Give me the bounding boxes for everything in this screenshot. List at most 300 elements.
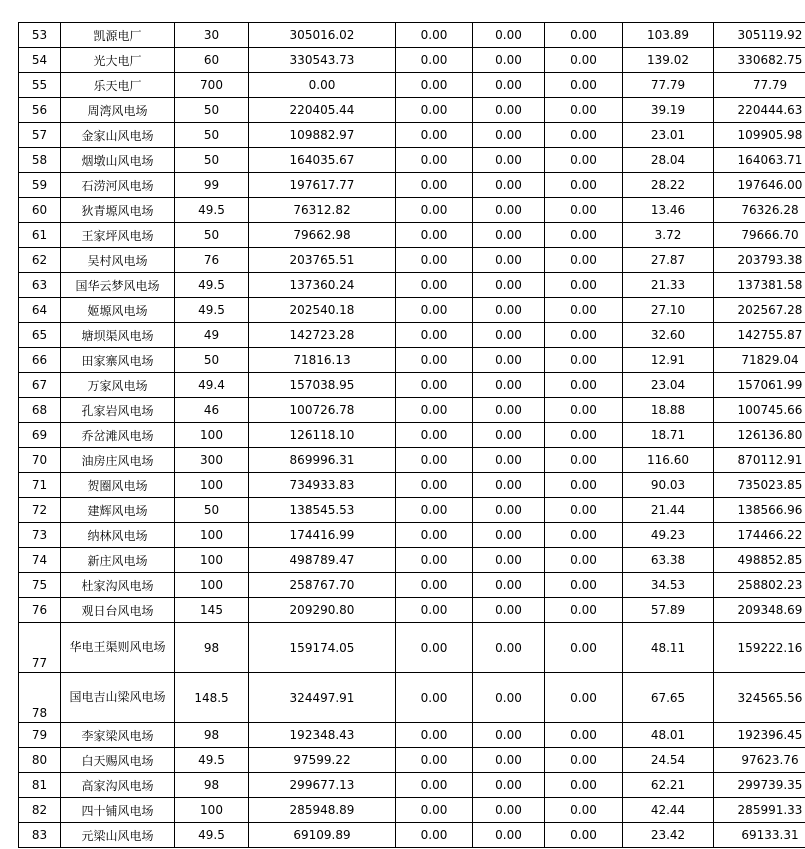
value-1-cell: 734933.83 (249, 473, 396, 498)
table-row (19, 623, 805, 673)
row-number-cell: 53 (19, 23, 61, 48)
plant-name-cell: 油房庄风电场 (61, 448, 175, 473)
value-3-cell: 0.00 (473, 498, 545, 523)
value-1-cell: 142723.28 (249, 323, 396, 348)
capacity-cell: 100 (175, 423, 249, 448)
value-5-cell: 27.10 (623, 298, 714, 323)
row-number-cell: 63 (19, 273, 61, 298)
value-6-cell: 79666.70 (714, 223, 805, 248)
value-3-cell: 0.00 (473, 548, 545, 573)
value-6-cell: 77.79 (714, 73, 805, 98)
value-3-cell: 0.00 (473, 573, 545, 598)
value-1-cell: 0.00 (249, 73, 396, 98)
value-4-cell: 0.00 (545, 248, 623, 273)
table-row (19, 573, 805, 598)
capacity-cell: 700 (175, 73, 249, 98)
value-6-cell: 142755.87 (714, 323, 805, 348)
value-5-cell: 42.44 (623, 798, 714, 823)
value-6-cell: 109905.98 (714, 123, 805, 148)
value-1-cell: 97599.22 (249, 748, 396, 773)
value-5-cell: 116.60 (623, 448, 714, 473)
value-2-cell: 0.00 (396, 48, 473, 73)
value-3-cell: 0.00 (473, 798, 545, 823)
capacity-cell: 50 (175, 98, 249, 123)
plant-name-cell: 贺圈风电场 (61, 473, 175, 498)
value-6-cell: 203793.38 (714, 248, 805, 273)
capacity-cell: 49.5 (175, 298, 249, 323)
value-4-cell: 0.00 (545, 348, 623, 373)
capacity-cell: 50 (175, 498, 249, 523)
capacity-cell: 50 (175, 123, 249, 148)
value-5-cell: 34.53 (623, 573, 714, 598)
value-2-cell: 0.00 (396, 748, 473, 773)
value-6-cell: 174466.22 (714, 523, 805, 548)
value-5-cell: 27.87 (623, 248, 714, 273)
value-3-cell: 0.00 (473, 123, 545, 148)
table-row (19, 223, 805, 248)
value-6-cell: 324565.56 (714, 673, 805, 723)
capacity-cell: 76 (175, 248, 249, 273)
value-3-cell: 0.00 (473, 448, 545, 473)
value-1-cell: 71816.13 (249, 348, 396, 373)
value-3-cell: 0.00 (473, 773, 545, 798)
value-4-cell: 0.00 (545, 373, 623, 398)
value-6-cell: 100745.66 (714, 398, 805, 423)
value-5-cell: 49.23 (623, 523, 714, 548)
capacity-cell: 300 (175, 448, 249, 473)
value-3-cell: 0.00 (473, 173, 545, 198)
table-row (19, 173, 805, 198)
value-5-cell: 139.02 (623, 48, 714, 73)
table-row (19, 123, 805, 148)
value-3-cell: 0.00 (473, 823, 545, 848)
value-6-cell: 126136.80 (714, 423, 805, 448)
capacity-cell: 148.5 (175, 673, 249, 723)
capacity-cell: 30 (175, 23, 249, 48)
row-number-cell: 58 (19, 148, 61, 173)
value-1-cell: 324497.91 (249, 673, 396, 723)
value-1-cell: 203765.51 (249, 248, 396, 273)
value-2-cell: 0.00 (396, 773, 473, 798)
row-number-cell: 56 (19, 98, 61, 123)
table-row (19, 148, 805, 173)
value-5-cell: 77.79 (623, 73, 714, 98)
value-3-cell: 0.00 (473, 523, 545, 548)
power-plant-table (18, 22, 805, 848)
row-number-cell: 70 (19, 448, 61, 473)
value-2-cell: 0.00 (396, 173, 473, 198)
plant-name-cell: 高家沟风电场 (61, 773, 175, 798)
value-5-cell: 28.22 (623, 173, 714, 198)
value-2-cell: 0.00 (396, 223, 473, 248)
value-1-cell: 137360.24 (249, 273, 396, 298)
table-row (19, 98, 805, 123)
value-2-cell: 0.00 (396, 373, 473, 398)
plant-name-cell: 乔岔滩风电场 (61, 423, 175, 448)
value-6-cell: 498852.85 (714, 548, 805, 573)
value-5-cell: 48.01 (623, 723, 714, 748)
value-5-cell: 28.04 (623, 148, 714, 173)
value-4-cell: 0.00 (545, 98, 623, 123)
value-6-cell: 258802.23 (714, 573, 805, 598)
plant-name-cell: 姬塬风电场 (61, 298, 175, 323)
value-6-cell: 735023.85 (714, 473, 805, 498)
row-number-cell: 68 (19, 398, 61, 423)
value-1-cell: 192348.43 (249, 723, 396, 748)
value-6-cell: 202567.28 (714, 298, 805, 323)
value-5-cell: 21.44 (623, 498, 714, 523)
value-2-cell: 0.00 (396, 98, 473, 123)
capacity-cell: 50 (175, 348, 249, 373)
plant-name-cell: 周湾风电场 (61, 98, 175, 123)
value-5-cell: 12.91 (623, 348, 714, 373)
table-row (19, 598, 805, 623)
value-3-cell: 0.00 (473, 248, 545, 273)
value-4-cell: 0.00 (545, 798, 623, 823)
value-5-cell: 39.19 (623, 98, 714, 123)
capacity-cell: 100 (175, 548, 249, 573)
value-1-cell: 220405.44 (249, 98, 396, 123)
value-2-cell: 0.00 (396, 473, 473, 498)
value-3-cell: 0.00 (473, 623, 545, 673)
table-row (19, 498, 805, 523)
value-1-cell: 869996.31 (249, 448, 396, 473)
value-6-cell: 164063.71 (714, 148, 805, 173)
value-2-cell: 0.00 (396, 598, 473, 623)
plant-name-cell: 金家山风电场 (61, 123, 175, 148)
value-6-cell: 157061.99 (714, 373, 805, 398)
value-5-cell: 13.46 (623, 198, 714, 223)
plant-name-cell: 光大电厂 (61, 48, 175, 73)
value-4-cell: 0.00 (545, 148, 623, 173)
table-row (19, 348, 805, 373)
row-number-cell: 82 (19, 798, 61, 823)
value-2-cell: 0.00 (396, 148, 473, 173)
table-row (19, 723, 805, 748)
plant-name-cell: 白天赐风电场 (61, 748, 175, 773)
table-row (19, 748, 805, 773)
plant-name-cell: 烟墩山风电场 (61, 148, 175, 173)
value-6-cell: 159222.16 (714, 623, 805, 673)
value-6-cell: 209348.69 (714, 598, 805, 623)
value-6-cell: 870112.91 (714, 448, 805, 473)
value-6-cell: 330682.75 (714, 48, 805, 73)
table-row (19, 298, 805, 323)
value-4-cell: 0.00 (545, 673, 623, 723)
row-number-cell: 76 (19, 598, 61, 623)
value-4-cell: 0.00 (545, 598, 623, 623)
value-6-cell: 299739.35 (714, 773, 805, 798)
capacity-cell: 100 (175, 473, 249, 498)
value-2-cell: 0.00 (396, 673, 473, 723)
capacity-cell: 49.4 (175, 373, 249, 398)
capacity-cell: 49 (175, 323, 249, 348)
row-number-cell: 57 (19, 123, 61, 148)
row-number-cell: 59 (19, 173, 61, 198)
plant-name-cell: 国电吉山梁风电场 (61, 673, 175, 723)
value-3-cell: 0.00 (473, 348, 545, 373)
value-3-cell: 0.00 (473, 473, 545, 498)
value-1-cell: 100726.78 (249, 398, 396, 423)
value-5-cell: 23.01 (623, 123, 714, 148)
table-row (19, 798, 805, 823)
value-3-cell: 0.00 (473, 723, 545, 748)
row-number-cell: 77 (19, 623, 61, 673)
row-number-cell: 80 (19, 748, 61, 773)
value-3-cell: 0.00 (473, 23, 545, 48)
value-4-cell: 0.00 (545, 423, 623, 448)
value-6-cell: 69133.31 (714, 823, 805, 848)
value-2-cell: 0.00 (396, 323, 473, 348)
plant-name-cell: 新庄风电场 (61, 548, 175, 573)
value-3-cell: 0.00 (473, 423, 545, 448)
capacity-cell: 98 (175, 723, 249, 748)
value-4-cell: 0.00 (545, 723, 623, 748)
capacity-cell: 98 (175, 773, 249, 798)
capacity-cell: 49.5 (175, 198, 249, 223)
row-number-cell: 61 (19, 223, 61, 248)
plant-name-cell: 塘坝渠风电场 (61, 323, 175, 348)
table-row (19, 323, 805, 348)
plant-name-cell: 万家风电场 (61, 373, 175, 398)
value-2-cell: 0.00 (396, 273, 473, 298)
plant-name-cell: 国华云梦风电场 (61, 273, 175, 298)
value-3-cell: 0.00 (473, 373, 545, 398)
value-6-cell: 220444.63 (714, 98, 805, 123)
value-5-cell: 67.65 (623, 673, 714, 723)
capacity-cell: 98 (175, 623, 249, 673)
value-3-cell: 0.00 (473, 73, 545, 98)
row-number-cell: 83 (19, 823, 61, 848)
table-row (19, 273, 805, 298)
row-number-cell: 60 (19, 198, 61, 223)
table-row (19, 398, 805, 423)
table-row (19, 23, 805, 48)
table-row (19, 773, 805, 798)
value-2-cell: 0.00 (396, 573, 473, 598)
capacity-cell: 50 (175, 148, 249, 173)
value-4-cell: 0.00 (545, 773, 623, 798)
value-2-cell: 0.00 (396, 348, 473, 373)
table-row (19, 523, 805, 548)
capacity-cell: 100 (175, 523, 249, 548)
capacity-cell: 60 (175, 48, 249, 73)
plant-name-cell: 元梁山风电场 (61, 823, 175, 848)
value-4-cell: 0.00 (545, 198, 623, 223)
value-2-cell: 0.00 (396, 123, 473, 148)
table-row (19, 73, 805, 98)
plant-name-cell: 观日台风电场 (61, 598, 175, 623)
plant-name-cell: 狄青塬风电场 (61, 198, 175, 223)
value-4-cell: 0.00 (545, 173, 623, 198)
value-4-cell: 0.00 (545, 273, 623, 298)
capacity-cell: 145 (175, 598, 249, 623)
value-2-cell: 0.00 (396, 498, 473, 523)
row-number-cell: 67 (19, 373, 61, 398)
capacity-cell: 46 (175, 398, 249, 423)
value-5-cell: 24.54 (623, 748, 714, 773)
plant-name-cell: 李家梁风电场 (61, 723, 175, 748)
plant-name-cell: 纳林风电场 (61, 523, 175, 548)
value-5-cell: 48.11 (623, 623, 714, 673)
row-number-cell: 69 (19, 423, 61, 448)
value-6-cell: 197646.00 (714, 173, 805, 198)
row-number-cell: 62 (19, 248, 61, 273)
value-1-cell: 109882.97 (249, 123, 396, 148)
plant-name-cell: 建辉风电场 (61, 498, 175, 523)
row-number-cell: 75 (19, 573, 61, 598)
value-2-cell: 0.00 (396, 23, 473, 48)
row-number-cell: 65 (19, 323, 61, 348)
value-5-cell: 23.42 (623, 823, 714, 848)
value-4-cell: 0.00 (545, 823, 623, 848)
plant-name-cell: 华电王渠则风电场 (61, 623, 175, 673)
plant-name-cell: 四十铺风电场 (61, 798, 175, 823)
value-1-cell: 305016.02 (249, 23, 396, 48)
value-2-cell: 0.00 (396, 723, 473, 748)
value-5-cell: 57.89 (623, 598, 714, 623)
table-row (19, 198, 805, 223)
capacity-cell: 49.5 (175, 748, 249, 773)
row-number-cell: 73 (19, 523, 61, 548)
plant-name-cell: 王家坪风电场 (61, 223, 175, 248)
value-1-cell: 159174.05 (249, 623, 396, 673)
table-row (19, 423, 805, 448)
table-row (19, 373, 805, 398)
value-2-cell: 0.00 (396, 523, 473, 548)
value-2-cell: 0.00 (396, 448, 473, 473)
row-number-cell: 74 (19, 548, 61, 573)
value-1-cell: 79662.98 (249, 223, 396, 248)
row-number-cell: 54 (19, 48, 61, 73)
value-1-cell: 285948.89 (249, 798, 396, 823)
value-1-cell: 258767.70 (249, 573, 396, 598)
table-row (19, 823, 805, 848)
value-4-cell: 0.00 (545, 448, 623, 473)
plant-name-cell: 杜家沟风电场 (61, 573, 175, 598)
value-6-cell: 137381.58 (714, 273, 805, 298)
value-6-cell: 305119.92 (714, 23, 805, 48)
value-1-cell: 164035.67 (249, 148, 396, 173)
value-5-cell: 62.21 (623, 773, 714, 798)
value-1-cell: 202540.18 (249, 298, 396, 323)
value-6-cell: 76326.28 (714, 198, 805, 223)
capacity-cell: 49.5 (175, 823, 249, 848)
value-3-cell: 0.00 (473, 198, 545, 223)
table-row (19, 473, 805, 498)
value-1-cell: 157038.95 (249, 373, 396, 398)
value-2-cell: 0.00 (396, 248, 473, 273)
value-1-cell: 299677.13 (249, 773, 396, 798)
value-4-cell: 0.00 (545, 623, 623, 673)
value-3-cell: 0.00 (473, 598, 545, 623)
value-4-cell: 0.00 (545, 748, 623, 773)
value-4-cell: 0.00 (545, 323, 623, 348)
value-1-cell: 330543.73 (249, 48, 396, 73)
value-3-cell: 0.00 (473, 398, 545, 423)
value-6-cell: 71829.04 (714, 348, 805, 373)
capacity-cell: 100 (175, 573, 249, 598)
value-1-cell: 197617.77 (249, 173, 396, 198)
value-2-cell: 0.00 (396, 548, 473, 573)
value-4-cell: 0.00 (545, 573, 623, 598)
value-3-cell: 0.00 (473, 223, 545, 248)
value-5-cell: 18.88 (623, 398, 714, 423)
value-4-cell: 0.00 (545, 23, 623, 48)
value-5-cell: 23.04 (623, 373, 714, 398)
value-4-cell: 0.00 (545, 298, 623, 323)
table-row (19, 448, 805, 473)
row-number-cell: 66 (19, 348, 61, 373)
value-6-cell: 138566.96 (714, 498, 805, 523)
value-2-cell: 0.00 (396, 798, 473, 823)
table-row (19, 48, 805, 73)
value-1-cell: 126118.10 (249, 423, 396, 448)
plant-name-cell: 凯源电厂 (61, 23, 175, 48)
value-5-cell: 32.60 (623, 323, 714, 348)
row-number-cell: 81 (19, 773, 61, 798)
value-4-cell: 0.00 (545, 223, 623, 248)
value-1-cell: 138545.53 (249, 498, 396, 523)
value-5-cell: 103.89 (623, 23, 714, 48)
value-3-cell: 0.00 (473, 673, 545, 723)
row-number-cell: 64 (19, 298, 61, 323)
value-2-cell: 0.00 (396, 398, 473, 423)
plant-name-cell: 孔家岩风电场 (61, 398, 175, 423)
value-5-cell: 90.03 (623, 473, 714, 498)
value-1-cell: 69109.89 (249, 823, 396, 848)
value-1-cell: 174416.99 (249, 523, 396, 548)
value-1-cell: 209290.80 (249, 598, 396, 623)
table-row (19, 673, 805, 723)
value-5-cell: 21.33 (623, 273, 714, 298)
capacity-cell: 50 (175, 223, 249, 248)
value-2-cell: 0.00 (396, 423, 473, 448)
value-3-cell: 0.00 (473, 273, 545, 298)
value-2-cell: 0.00 (396, 198, 473, 223)
value-1-cell: 76312.82 (249, 198, 396, 223)
plant-name-cell: 田家寨风电场 (61, 348, 175, 373)
value-4-cell: 0.00 (545, 473, 623, 498)
value-2-cell: 0.00 (396, 623, 473, 673)
table-body (19, 23, 805, 848)
row-number-cell: 72 (19, 498, 61, 523)
value-4-cell: 0.00 (545, 498, 623, 523)
table-row (19, 548, 805, 573)
value-4-cell: 0.00 (545, 398, 623, 423)
value-4-cell: 0.00 (545, 123, 623, 148)
value-6-cell: 97623.76 (714, 748, 805, 773)
value-2-cell: 0.00 (396, 73, 473, 98)
row-number-cell: 78 (19, 673, 61, 723)
row-number-cell: 79 (19, 723, 61, 748)
plant-name-cell: 乐天电厂 (61, 73, 175, 98)
row-number-cell: 71 (19, 473, 61, 498)
value-4-cell: 0.00 (545, 48, 623, 73)
value-5-cell: 63.38 (623, 548, 714, 573)
value-6-cell: 285991.33 (714, 798, 805, 823)
table-row (19, 248, 805, 273)
value-4-cell: 0.00 (545, 523, 623, 548)
value-4-cell: 0.00 (545, 73, 623, 98)
value-3-cell: 0.00 (473, 98, 545, 123)
capacity-cell: 49.5 (175, 273, 249, 298)
value-5-cell: 3.72 (623, 223, 714, 248)
value-3-cell: 0.00 (473, 48, 545, 73)
row-number-cell: 55 (19, 73, 61, 98)
value-3-cell: 0.00 (473, 298, 545, 323)
plant-name-cell: 石涝河风电场 (61, 173, 175, 198)
